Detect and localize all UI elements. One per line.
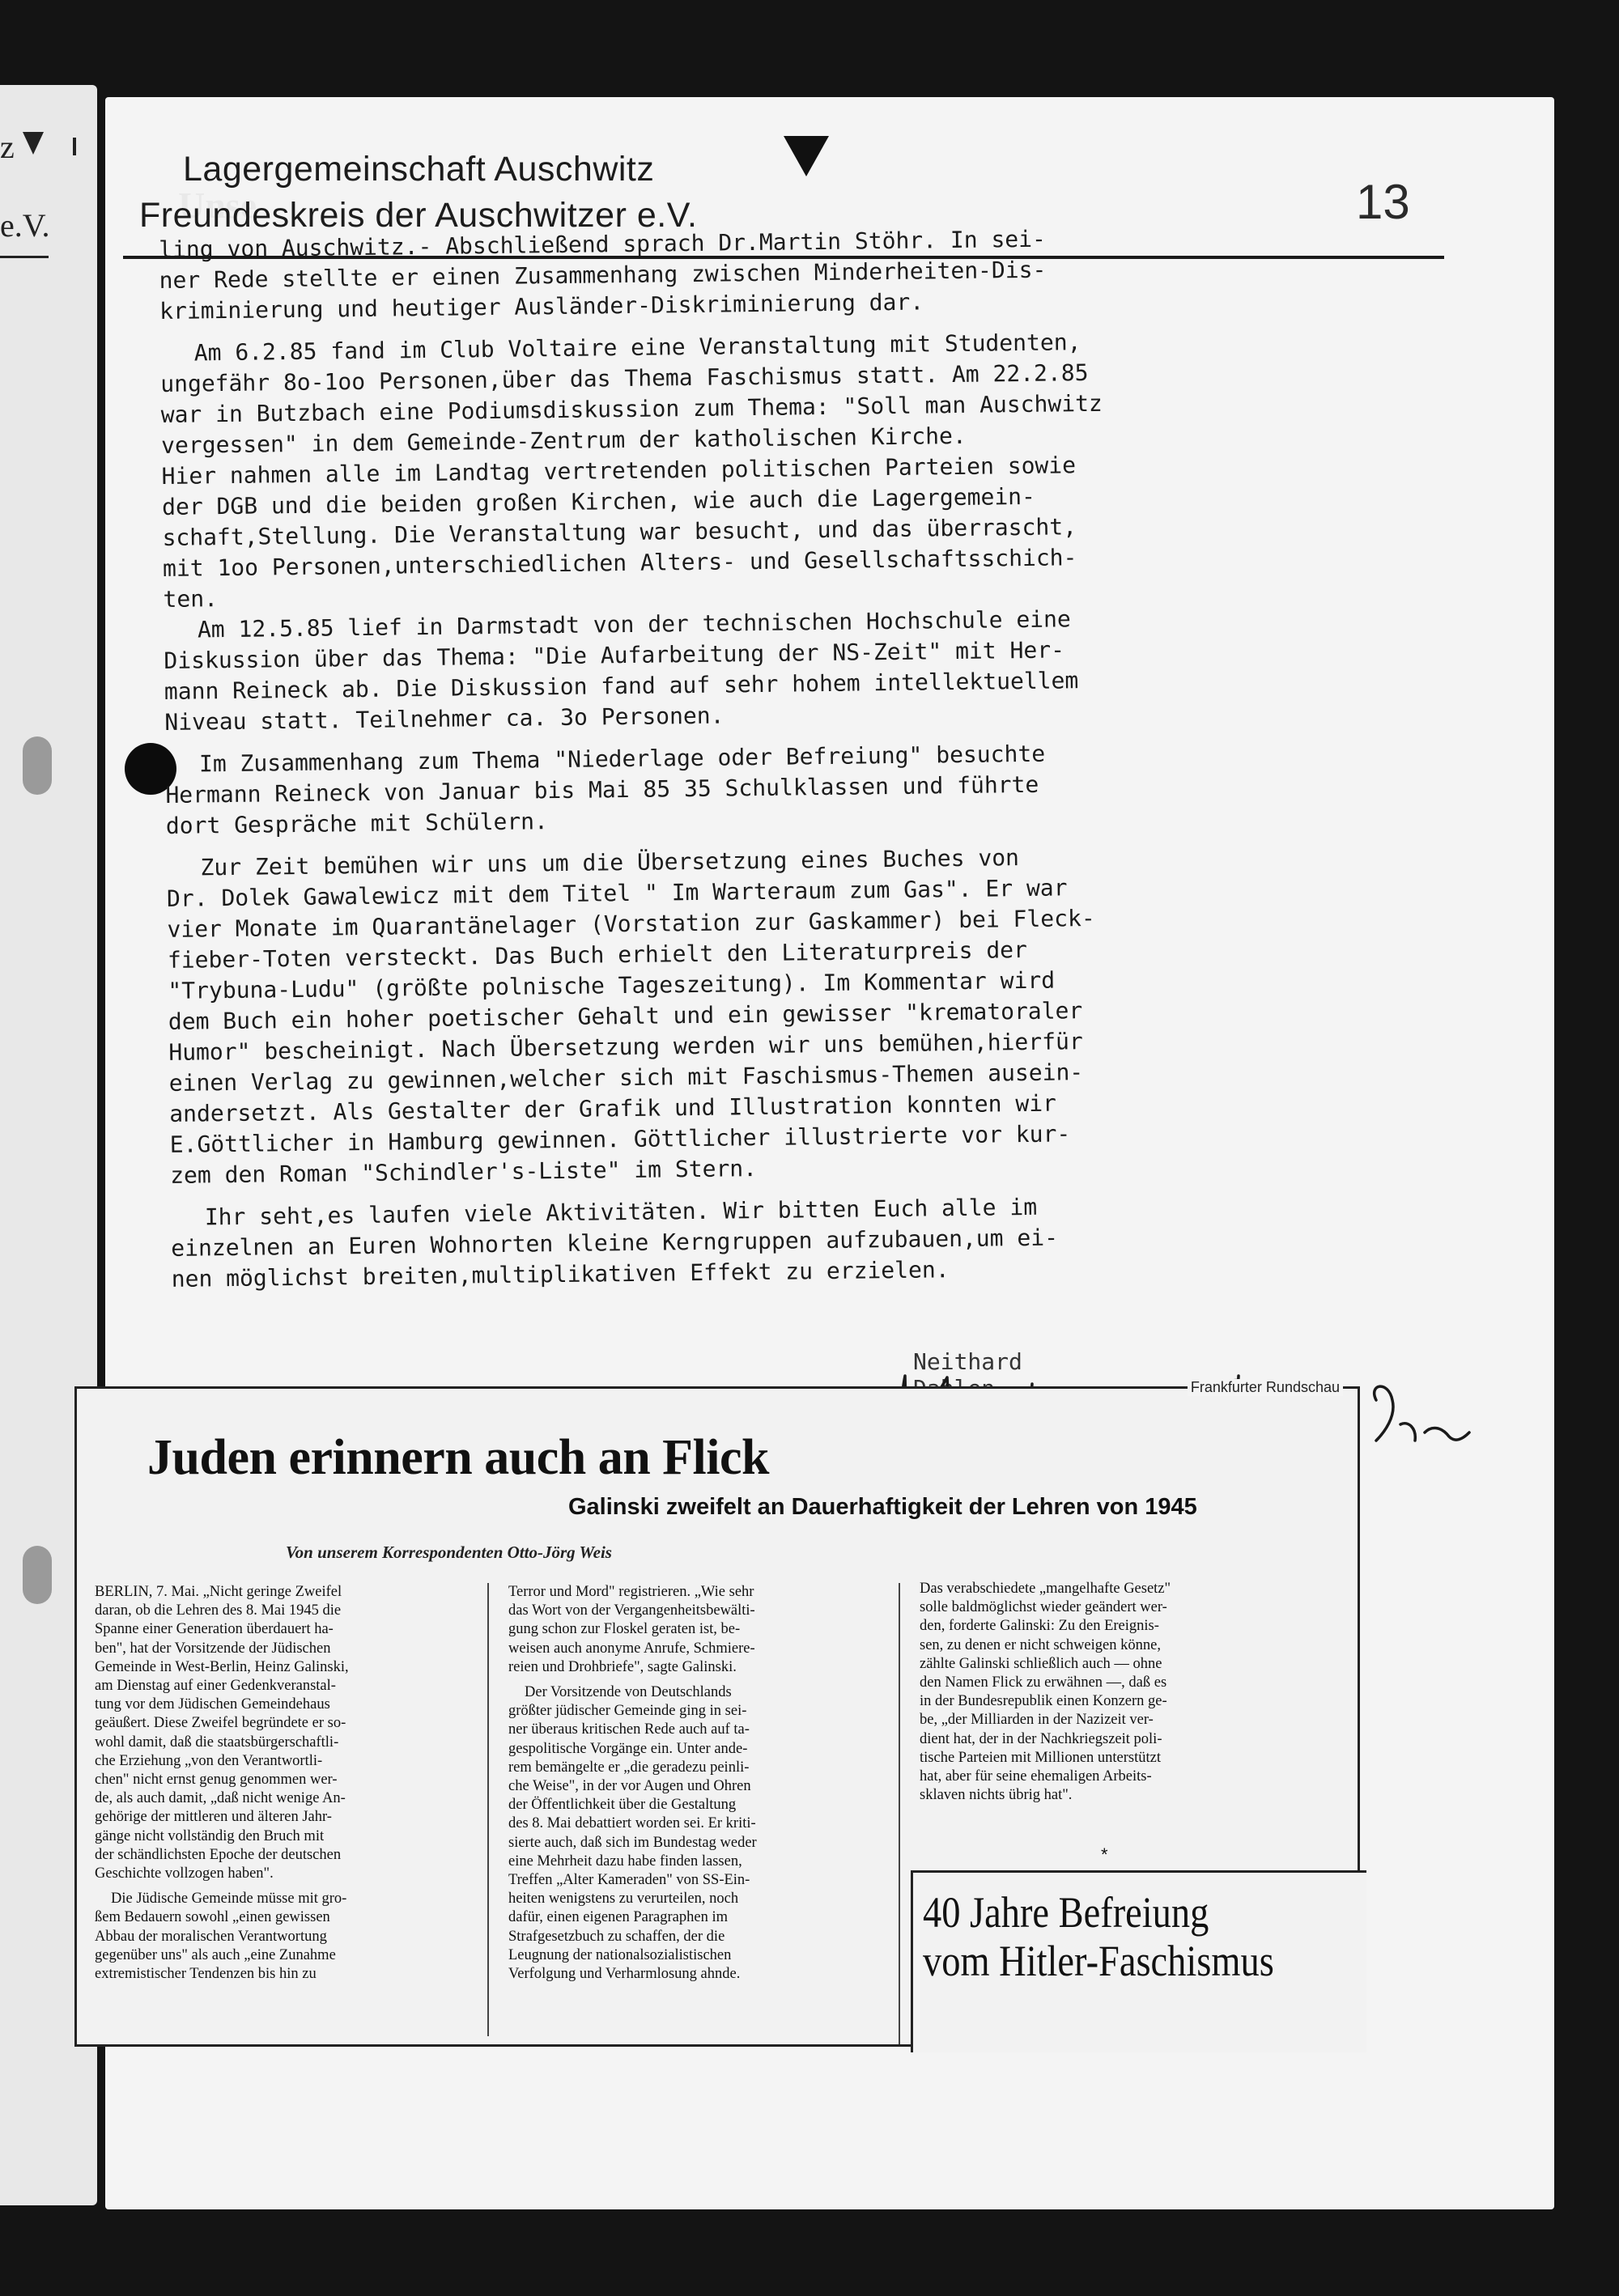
clipping-column-2	[508, 1583, 889, 1990]
letter-line: Am 6.2.85 fand im Club Voltaire eine Veranstaltung mit Studenten,	[193, 329, 1081, 367]
org-name-line1: Lagergemeinschaft Auschwitz	[183, 150, 655, 189]
letter-line: Niveau statt. Teilnehmer ca. 3o Personen.	[164, 702, 725, 736]
signature-typed-name: Neithard	[913, 1348, 1022, 1375]
letter-line: der DGB und die beiden großen Kirchen, wie auch die Lagergemein-	[161, 482, 1036, 520]
clipping-line: Verfolgung und Verharmlosung ahnde.	[508, 1966, 741, 1983]
clipping-line: ben", hat der Vorsitzende der Jüdischen	[95, 1640, 331, 1657]
clipping-line: gänge nicht vollständig den Bruch mit	[95, 1827, 325, 1844]
previous-page-tick	[73, 138, 76, 155]
clipping-line: ßem Bedauern sowohl „einen gewissen	[95, 1909, 330, 1926]
clipping-line: ner überaus kritischen Rede auch auf ta-	[508, 1721, 750, 1738]
letter-line: mit 1oo Personen,unterschiedlichen Alters- und Gesellschaftsschich-	[162, 544, 1077, 582]
clipping-line: des 8. Mai debattiert worden sei. Er kriti-	[508, 1815, 756, 1832]
previous-page-header-line1: z	[0, 129, 15, 165]
letter-line: vier Monate im Quarantänelager (Vorstation zur Gaskammer) bei Fleck-	[167, 904, 1095, 943]
letter-line: Humor" bescheinigt. Nach Übersetzung werden wir uns bemühen,hierfür	[168, 1028, 1083, 1066]
letter-line: Hier nahmen alle im Landtag vertretenden politischen Parteien sowie	[161, 452, 1077, 490]
org-name-line2: Freundeskreis der Auschwitzer e.V.	[139, 196, 698, 235]
clipping-line: den, forderte Galinski: Zu den Ereignis-	[920, 1618, 1159, 1635]
clipping-source: Frankfurter Rundschau	[1188, 1379, 1343, 1396]
letter-line: Hermann Reineck von Januar bis Mai 85 35 Schulklassen und führte	[165, 770, 1039, 808]
letter-paragraph	[165, 735, 1364, 842]
clipping-line: der schändlichsten Epoche der deutschen	[95, 1846, 342, 1863]
clipping-line: in der Bundesrepublik einen Konzern ge-	[920, 1693, 1167, 1710]
clipping-line: weisen auch anonyme Anrufe, Schmiere-	[508, 1640, 755, 1657]
letter-line: ungefähr 8o-1oo Personen,über das Thema Faschismus statt. Am 22.2.85	[160, 359, 1089, 397]
page-number: 13	[1356, 175, 1410, 229]
clipping-line: Treffen „Alter Kameraden" von SS-Ein-	[508, 1872, 750, 1889]
letter-line: vergessen" in dem Gemeinde-Zentrum der katholischen Kirche.	[160, 422, 967, 459]
clipping-line: che Erziehung „von den Verantwortli-	[95, 1752, 323, 1769]
clipping-line: Abbau der moralischen Verantwortung	[95, 1928, 327, 1945]
letter-line: mann Reineck ab. Die Diskussion fand auf sehr hohem intellektuellem	[164, 667, 1079, 705]
clipping-line: rem bemängelte er „die geradezu peinli-	[508, 1759, 750, 1776]
clipping-byline: Von unserem Korrespondenten Otto-Jörg Weis	[286, 1543, 612, 1562]
clipping-line: das Wort von der Vergangenheitsbewälti-	[508, 1602, 755, 1619]
clipping-line: hat, aber für seine ehemaligen Arbeits-	[920, 1768, 1152, 1785]
letter-line: nen möglichst breiten,multiplikativen Effekt zu erzielen.	[171, 1256, 950, 1292]
newspaper-clipping	[74, 1379, 1360, 2047]
clipping-headline: Juden erinnern auch an Flick	[147, 1430, 769, 1485]
clipping-line: solle baldmöglichst wieder geändert wer-	[920, 1599, 1167, 1616]
letter-line: einen Verlag zu gewinnen,welcher sich mit Faschismus-Themen ausein-	[168, 1059, 1084, 1097]
letter-line: Diskussion über das Thema: "Die Aufarbeitung der NS-Zeit" mit Her-	[164, 636, 1065, 674]
letter-line: kriminierung und heutiger Ausländer-Diskriminierung dar.	[159, 288, 924, 325]
letter-line: dem Buch ein hoher poetischer Gehalt und ein gewisser "krematoraler	[168, 997, 1083, 1035]
clipping-line: gespolitische Vorgänge ein. Unter ande-	[508, 1740, 748, 1757]
clipping-line: tung vor dem Jüdischen Gemeindehaus	[95, 1696, 330, 1713]
letter-paragraph	[164, 601, 1363, 738]
previous-page-punch-hole	[23, 736, 52, 795]
previous-page-header-line2: e.V.	[0, 207, 50, 244]
clipping-line: Gemeinde in West-Berlin, Heinz Galinski,	[95, 1658, 349, 1675]
letter-line: Im Zusammenhang zum Thema "Niederlage oder Befreiung" besuchte	[198, 740, 1046, 778]
clipping-paragraph	[508, 1583, 889, 1677]
clipping-line: zählte Galinski schließlich auch — ohne	[920, 1655, 1162, 1672]
letter-line: ten.	[163, 585, 219, 613]
clipping-line: gegenüber uns" als auch „eine Zunahme	[95, 1946, 336, 1963]
clipping-line: sierte auch, daß sich im Bundestag weder	[508, 1834, 757, 1851]
triangle-logo-icon	[784, 136, 829, 176]
letter-line: andersetzt. Als Gestalter der Grafik und Illustration konnten wir	[169, 1089, 1057, 1127]
clipping-line: tische Parteien mit Millionen unterstützt	[920, 1749, 1161, 1766]
letter-line: war in Butzbach eine Podiumsdiskussion zum Thema: "Soll man Auschwitz	[160, 389, 1103, 428]
box-heading-line2: vom Hitler-Faschismus	[923, 1937, 1274, 1985]
clipping-line: gehörige der mittleren und älteren Jahr-	[95, 1809, 332, 1826]
letter-line: Ihr seht,es laufen viele Aktivitäten. Wir bitten Euch alle im	[204, 1193, 1038, 1231]
box-heading-line1: 40 Jahre Befreiung	[923, 1888, 1209, 1937]
letter-line: fieber-Toten versteckt. Das Buch erhielt den Literaturpreis der	[167, 936, 1028, 974]
clipping-line: Terror und Mord" registrieren. „Wie sehr	[508, 1584, 754, 1600]
clipping-line: extremistischer Tendenzen bis hin zu	[95, 1966, 317, 1983]
letter-line: Zur Zeit bemühen wir uns um die Übersetzung eines Buches von	[200, 844, 1020, 881]
column-divider	[899, 1583, 900, 2044]
clipping-line: Die Jüdische Gemeinde müsse mit gro-	[111, 1891, 347, 1908]
letter-body	[159, 220, 1370, 1306]
clipping-paragraph	[508, 1683, 889, 1984]
clipping-line: BERLIN, 7. Mai. „Nicht geringe Zweifel	[95, 1584, 342, 1600]
clipping-line: daran, ob die Lehren des 8. Mai 1945 die	[95, 1602, 342, 1619]
box-heading	[911, 1870, 1366, 2052]
letter-line: schaft,Stellung. Die Veranstaltung war besucht, und das überrascht,	[162, 513, 1077, 551]
separator-star: *	[1101, 1844, 1108, 1865]
clipping-line: geäußert. Diese Zweifel begründete er so-	[95, 1715, 346, 1732]
clipping-line: Das verabschiedete „mangelhafte Gesetz"	[920, 1581, 1171, 1597]
clipping-paragraph	[920, 1580, 1308, 1805]
previous-page-punch-hole	[23, 1546, 52, 1604]
clipping-line: größter jüdischer Gemeinde ging in sei-	[508, 1703, 747, 1720]
letter-line: Am 12.5.85 lief in Darmstadt von der technischen Hochschule eine	[197, 605, 1071, 643]
clipping-line: de, als auch damit, „daß nicht wenige An-	[95, 1790, 346, 1807]
clipping-line: wohl damit, daß die staatsbürgerschaftli-	[95, 1734, 339, 1751]
letter-line: einzelnen an Euren Wohnorten kleine Kerngruppen aufzubauen,um ei-	[171, 1224, 1059, 1262]
clipping-line: dient hat, der in der Nachkriegszeit poli-	[920, 1730, 1162, 1747]
column-divider	[487, 1583, 489, 2036]
letter-paragraph	[171, 1188, 1370, 1295]
clipping-line: dafür, einen eigenen Paragraphen im	[508, 1909, 728, 1926]
previous-page-triangle-icon	[23, 132, 44, 156]
clipping-paragraph	[95, 1890, 475, 1984]
clipping-line: am Dienstag auf einer Gedenkveranstal-	[95, 1678, 336, 1695]
clipping-line: che Weise", in der vor Augen und Ohren	[508, 1778, 751, 1795]
clipping-paragraph	[95, 1583, 475, 1883]
previous-page-rule	[0, 256, 49, 258]
letter-line: ner Rede stellte er einen Zusammenhang zwischen Minderheiten-Dis-	[159, 256, 1047, 294]
letter-paragraph	[159, 220, 1358, 327]
letter-line: dort Gespräche mit Schülern.	[165, 808, 549, 839]
clipping-line: der Öffentlichkeit über die Gestaltung	[508, 1797, 737, 1814]
letter-line: Dr. Dolek Gawalewicz mit dem Titel " Im Warteraum zum Gas". Er war	[166, 874, 1068, 912]
letter-line: ling von Auschwitz.- Abschließend sprach Dr.Martin Stöhr. In sei-	[159, 225, 1047, 263]
clipping-line: Der Vorsitzende von Deutschlands	[525, 1684, 732, 1701]
clipping-line: den Namen Flick zu erwähnen —, daß es	[920, 1674, 1167, 1691]
clipping-line: Leugnung der nationalsozialistischen	[508, 1946, 732, 1963]
clipping-column-3	[920, 1580, 1308, 1811]
letter-paragraph	[160, 324, 1362, 615]
letter-line: E.Göttlicher in Hamburg gewinnen. Göttlicher illustrierte vor kur-	[169, 1120, 1071, 1158]
clipping-subheadline: Galinski zweifelt an Dauerhaftigkeit der Lehren von 1945	[568, 1494, 1197, 1520]
clipping-line: sen, zu denen er nicht schweigen könne,	[920, 1636, 1161, 1653]
clipping-line: eine Mehrheit dazu habe finden lassen,	[508, 1853, 742, 1869]
clipping-line: heiten wenigstens zu verurteilen, noch	[508, 1891, 739, 1908]
letter-paragraph	[166, 838, 1368, 1191]
clipping-line: Geschichte vollzogen haben".	[95, 1865, 274, 1882]
clipping-line: gung schon zur Floskel geraten ist, be-	[508, 1621, 741, 1638]
letter-line: "Trybuna-Ludu" (größte polnische Tageszeitung). Im Kommentar wird	[168, 966, 1056, 1004]
clipping-line: be, „der Milliarden in der Nazizeit ver-	[920, 1712, 1154, 1729]
clipping-line: chen" nicht ernst genug genommen wer-	[95, 1772, 338, 1789]
letter-line: zem den Roman "Schindler's-Liste" im Stern.	[170, 1155, 758, 1189]
clipping-column-1	[95, 1583, 475, 1990]
clipping-line: Spanne einer Generation überdauert ha-	[95, 1621, 334, 1638]
clipping-line: Strafgesetzbuch zu schaffen, der die	[508, 1928, 725, 1945]
clipping-line: reien und Drohbriefe", sagte Galinski.	[508, 1658, 737, 1675]
clipping-line: sklaven nichts übrig hat".	[920, 1787, 1073, 1804]
